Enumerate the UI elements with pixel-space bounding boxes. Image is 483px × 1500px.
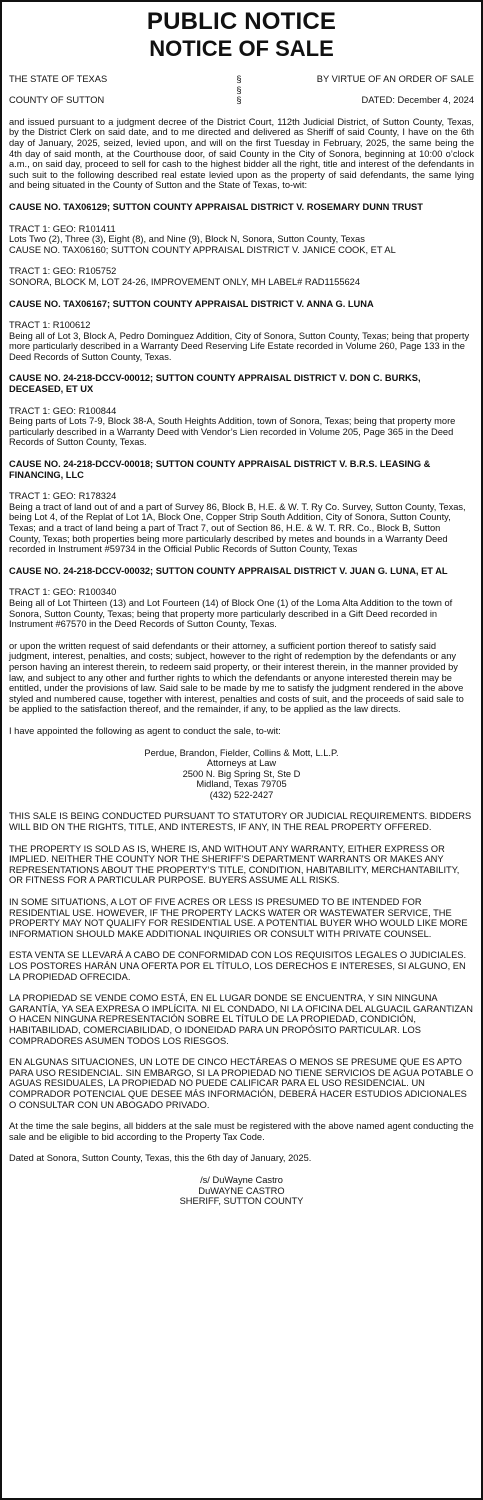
tract-description: Being all of Lot 3, Block A, Pedro Dominguez Addition, City of Sonora, Sutton County, Texas; being that property more particularly described in a Warranty Deed Reserving Life Estate recorded in Volume 260, Page 133 in the Deed Records of Sutton County, Texas. [9,330,470,362]
agent-intro: I have appointed the following as agent to conduct the sale, to-wit: [9,725,281,736]
notice-paragraph: IN SOME SITUATIONS, A LOT OF FIVE ACRES OR LESS IS PRESUMED TO BE INTENDED FOR RESIDENTIAL USE. HOWEVER, IF THE PROPERTY LACKS WATER OR WASTEWATER SERVICE, THE PROPERTY MAY NOT QUALIFY FOR RESIDENTIAL USE. A POTENTIAL BUYER WHO WOULD LIKE MORE INFORMATION SHOULD MAKE ADDITIONAL INQUIRIES OR CONSULT WITH PRIVATE COUNSEL. [9,897,468,939]
section-symbol: § [236,95,242,106]
signature-line: /s/ DuWayne Castro [200,1174,283,1185]
agent-street: 2500 N. Big Spring St, Ste D [182,768,301,779]
notice-paragraph: LA PROPIEDAD SE VENDE COMO ESTÁ, EN EL LUGAR DONDE SE ENCUENTRA, Y SIN NINGUNA GARANTÍA, YA SEA EXPRESA O IMPLÍCITA. NI EL CONDADO, NI LA OFICINA DEL ALGUACIL GARANTIZAN O HACEN NINGUNA REPRESENTACIÓN SOBRE EL TÍTULO DE LA PROPIEDAD, CONDICIÓN, HABITABILIDAD, COMERCIABILIDAD, O IDONEIDAD PARA UN PROPÓSITO PARTICULAR. LOS COMPRADORES ASUMEN TODOS LOS RIESGOS. [9,993,473,1046]
caption-county: COUNTY OF SUTTON [9,95,105,106]
tract-label: TRACT 1: GEO: R105752 [9,266,117,277]
caption-state: THE STATE OF TEXAS [9,74,108,84]
tract-label: TRACT 1: R100612 [9,320,91,331]
tract-label: TRACT 1: GEO: R100340 [9,587,117,598]
intro-paragraph: and issued pursuant to a judgment decree of the District Court, 112th Judicial District, of Sutton County, Texas, by the District Clerk on said date, and to me directed and delivered as Sheriff of said County, I have on the 6th day of January, 2025, seized, levied upon, and will on the first Tuesday in February, 2025, the same being the 4th day of said month, at the Courthouse door, of said County in the City of Sonora, beginning at 10:00 o’clock a.m., on said day, proceed to sell for cash to the highest bidder all the right, title and interest of the defendants in such suit to the following described real estate levied upon as the property of said defendants, the same lying and being situated in the County of Sutton and the State of Texas, to-wit: [9,116,474,191]
tract-label: TRACT 1: GEO: R100844 [9,405,117,416]
tract-description: Being a tract of land out of and a part of Survey 86, Block B, H.E. & W. T. Ry Co. Survey, Sutton County, Texas, being Lot 4, of the Replat of Lot 1A, Block One, Copper Strip South Addition, City of Sonora, Sutton County, Texas; and a tract of land being a part of Tract 7, out of Section 86, H.E. & W. T. RR. Co., Block B, Sutton County, Texas; both properties being more particularly described by metes and bounds in a Warranty Deed recorded in Instrument #59734 in the Official Public Records of Sutton County, Texas [9,501,466,555]
notice-paragraph: THIS SALE IS BEING CONDUCTED PURSUANT TO STATUTORY OR JUDICIAL REQUIREMENTS. BIDDERS WILL BID ON THE RIGHTS, TITLE, AND INTERESTS, IF ANY, IN THE REAL PROPERTY OFFERED. [9,811,472,833]
caption-row [9,95,474,106]
dated-line: Dated at Sonora, Sutton County, Texas, this the 6th day of January, 2025. [9,1153,312,1164]
tract-description: Being parts of Lots 7-9, Block 38-A, South Heights Addition, town of Sonora, Texas; being that property more particularly described in a Warranty Deed with Vendor’s Lien recorded in Volume 205, Page 365 in the Deed Records of Sutton County, Texas. [9,416,456,448]
agent-block [9,748,474,801]
notice-paragraph: THE PROPERTY IS SOLD AS IS, WHERE IS, AND WITHOUT ANY WARRANTY, EITHER EXPRESS OR IMPLIED. NEITHER THE COUNTY NOR THE SHERIFF’S DEPARTMENT WARRANTS OR MAKES ANY REPRESENTATIONS ABOUT THE PROPERTY’S TITLE, CONDITION, HABITABILITY, MERCHANTABILITY, OR FITNESS FOR A PARTICULAR PURPOSE. BUYERS ASSUME ALL RISKS. [9,843,460,886]
cause-reference: CAUSE NO. TAX06160; SUTTON COUNTY APPRAISAL DISTRICT V. JANICE COOK, ET AL [9,244,396,255]
agent-firm: Perdue, Brandon, Fielder, Collins & Mott, L.L.P. [144,747,339,758]
agent-city: Midland, Texas 79705 [196,779,287,790]
notice-paragraph: ESTA VENTA SE LLEVARÁ A CABO DE CONFORMIDAD CON LOS REQUISITOS LEGALES O JUDICIALES. LOS POSTORES HARÁN UNA OFERTA POR EL TÍTULO, LOS DERECHOS E INTERESES, SI ALGUNO, EN LA PROPIEDAD OFRECIDA. [9,950,467,982]
tract-description: Lots Two (2), Three (3), Eight (8), and Nine (9), Block N, Sonora, Sutton County, Texas [9,234,365,245]
cause-heading: CAUSE NO. 24-218-DCCV-00032; SUTTON COUNTY APPRAISAL DISTRICT V. JUAN G. LUNA, ET AL [9,565,448,576]
signature-block [9,1175,474,1207]
notice-title: PUBLIC NOTICE [146,8,337,35]
notice-paragraph: EN ALGUNAS SITUACIONES, UN LOTE DE CINCO HECTÁREAS O MENOS SE PRESUME QUE ES APTO PARA USO RESIDENCIAL. SIN EMBARGO, SI LA PROPIEDAD NO TIENE SERVICIOS DE AGUA POTABLE O AGUAS RESIDUALES, LA PROPIEDAD NO PUEDE CALIFICAR PARA EL USO RESIDENCIAL. UN COMPRADOR POTENCIAL QUE DESEE MÁS INFORMACIÓN, DEBERÁ HACER ESTUDIOS ADICIONALES O CONSULTAR CON UN ABOGADO PRIVADO. [9,1057,474,1110]
tract-description: SONORA, BLOCK M, LOT 24-26, IMPROVEMENT ONLY, MH LABEL# RAD1155624 [9,276,361,287]
caption-order: BY VIRTUE OF AN ORDER OF SALE [316,74,474,84]
agent-role: Attorneys at Law [206,758,277,769]
registration-paragraph: At the time the sale begins, all bidders at the sale must be registered with the above named agent conducting the sale and be eligible to bid according to the Property Tax Code. [9,1121,474,1142]
section-symbol: § [236,74,242,84]
section-symbol: § [236,84,242,95]
signer-name: DuWAYNE CASTRO [198,1185,285,1196]
caption-block [9,74,474,106]
tract-label: TRACT 1: GEO: R178324 [9,491,117,502]
caption-date: DATED: December 4, 2024 [361,95,474,106]
cause-heading: CAUSE NO. TAX06129; SUTTON COUNTY APPRAISAL DISTRICT V. ROSEMARY DUNN TRUST [9,201,423,212]
cause-heading: CAUSE NO. TAX06167; SUTTON COUNTY APPRAISAL DISTRICT V. ANNA G. LUNA [9,298,374,309]
caption-row [9,85,474,96]
cause-heading: CAUSE NO. 24-218-DCCV-00012; SUTTON COUNTY APPRAISAL DISTRICT V. DON C. BURKS, DECEASED, ET UX [9,373,421,395]
cause-heading: CAUSE NO. 24-218-DCCV-00018; SUTTON COUNTY APPRAISAL DISTRICT V. B.R.S. LEASING & FINANCING, LLC [9,459,431,480]
agent-phone: (432) 522-2427 [209,789,274,800]
tract-description: Being all of Lot Thirteen (13) and Lot Fourteen (14) of Block One (1) of the Loma Alta Addition to the town of Sonora, Sutton County, Texas; being that property more particularly described in a Gift Deed recorded in Instrument #67570 in the Deed Records of Sutton County, Texas. [9,597,453,630]
tract-label: TRACT 1: GEO: R101411 [9,223,116,234]
signer-title: SHERIFF, SUTTON COUNTY [179,1196,304,1207]
caption-row [9,74,474,85]
notice-subtitle: NOTICE OF SALE [149,36,334,61]
redemption-paragraph: or upon the written request of said defendants or their attorney, a sufficient portion thereof to satisfy said judgment, interest, penalties, and costs; subject, however to the right of redemption by the defendants or any person having an interest therein, to redeem said property, or their interest therein, in the manner provided by law, and subject to any other and further rights to which the defendants or anyone interested therein may be entitled, under the provisions of law. Said sale to be made by me to satisfy the judgment rendered in the above styled and numbered cause, together with interest, penalties and costs of suit, and the proceeds of said sale to be applied to the satisfaction thereof, and the remainder, if any, to be applied as the law directs. [9,640,464,715]
